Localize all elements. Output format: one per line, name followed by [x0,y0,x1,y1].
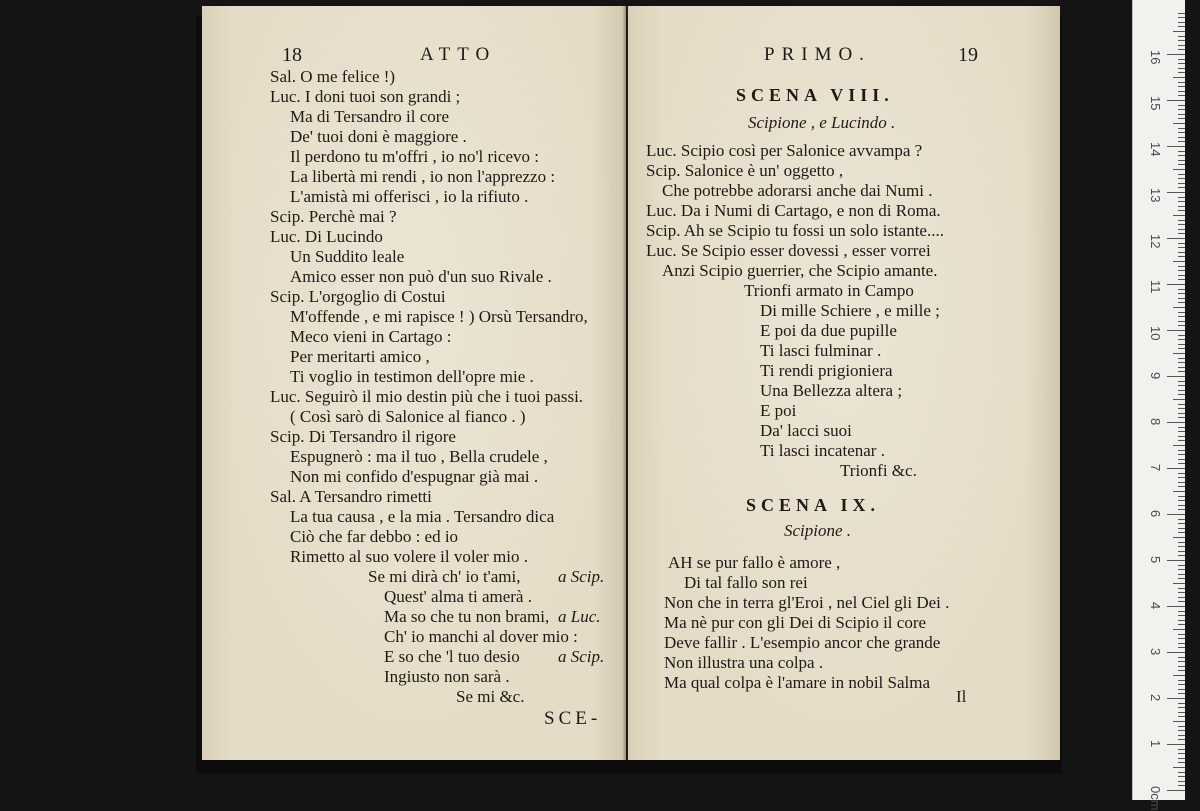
ruler-label: 5 [1148,556,1163,564]
ruler-minor-tick [1178,321,1185,322]
ruler-minor-tick [1178,781,1185,782]
text-line: Luc. Seguirò il mio destin più che i tuoi passi. [270,387,584,406]
ruler-minor-tick [1178,454,1185,455]
ruler-minor-tick [1178,661,1185,662]
ruler-minor-tick [1178,505,1185,506]
ruler-minor-tick [1178,592,1185,593]
ruler-minor-tick [1173,491,1185,492]
ruler-minor-tick [1178,496,1185,497]
text-line: ( Così sarò di Salonice al fianco . ) [290,407,526,426]
ruler-label: 12 [1148,234,1163,249]
ruler-minor-tick [1178,137,1185,138]
ruler-minor-tick [1178,68,1185,69]
ruler-minor-tick [1173,399,1185,400]
text-line: Scip. L'orgoglio di Costui [270,287,446,306]
ruler-minor-tick [1178,390,1185,391]
text-line: Trionfi &c. [840,461,917,480]
ruler-minor-tick [1173,169,1185,170]
ruler-minor-tick [1178,427,1185,428]
ruler-minor-tick [1178,532,1185,533]
ruler-minor-tick [1178,404,1185,405]
text-line: Scip. Perchè mai ? [270,207,397,226]
text-line: Sal. A Tersandro rimetti [270,487,432,506]
text-line: La libertà mi rendi , io non l'apprezzo : [290,167,556,186]
ruler-major-tick [1167,100,1185,101]
ruler-minor-tick [1178,408,1185,409]
page-number-left: 18 [282,44,302,66]
text-line: De' tuoi doni è maggiore . [290,127,467,146]
text-line: Non che in terra gl'Eroi , nel Ciel gli Dei . [664,593,950,612]
ruler-minor-tick [1178,316,1185,317]
ruler-minor-tick [1178,49,1185,50]
catchword-right: Il [956,687,967,706]
ruler-minor-tick [1178,473,1185,474]
ruler-major-tick [1167,698,1185,699]
ruler-minor-tick [1178,477,1185,478]
ruler-label: 16 [1148,50,1163,65]
scene-title: SCENA VIII. [736,85,894,105]
ruler-minor-tick [1178,164,1185,165]
ruler-minor-tick [1178,312,1185,313]
ruler-minor-tick [1178,59,1185,60]
ruler-minor-tick [1178,266,1185,267]
ruler-label: 4 [1148,602,1163,610]
ruler-minor-tick [1178,601,1185,602]
text-line: Non illustra una colpa . [664,653,824,672]
ruler-minor-tick [1178,40,1185,41]
ruler-minor-tick [1173,215,1185,216]
ruler-minor-tick [1178,551,1185,552]
text-line: Ma so che tu non brami, [384,607,550,626]
aside-direction: a Scip. [558,647,605,666]
ruler-minor-tick [1178,703,1185,704]
ruler-minor-tick [1178,160,1185,161]
ruler-minor-tick [1178,201,1185,202]
ruler-minor-tick [1173,261,1185,262]
ruler-minor-tick [1173,721,1185,722]
ruler-minor-tick [1178,528,1185,529]
text-line: Di mille Schiere , e mille ; [760,301,940,320]
ruler-minor-tick [1178,615,1185,616]
ruler-minor-tick [1178,643,1185,644]
ruler-major-tick [1167,192,1185,193]
text-line: E poi [760,401,797,420]
ruler-minor-tick [1178,555,1185,556]
ruler-minor-tick [1178,417,1185,418]
scene-persons: Scipione . [784,521,852,540]
ruler-major-tick [1167,606,1185,607]
text-line: Se mi dirà ch' io t'ami, [368,567,521,586]
text-line: E poi da due pupille [760,321,897,340]
ruler-major-tick [1167,514,1185,515]
ruler-minor-tick [1178,680,1185,681]
ruler-minor-tick [1178,325,1185,326]
text-line: Se mi &c. [456,687,525,706]
ruler-minor-tick [1178,118,1185,119]
ruler-minor-tick [1178,509,1185,510]
ruler-label: 7 [1148,464,1163,472]
text-line: Luc. Scipio così per Salonice avvampa ? [646,141,923,160]
ruler-minor-tick [1173,31,1185,32]
ruler-minor-tick [1178,233,1185,234]
text-line: Scip. Salonice è un' oggetto , [646,161,844,180]
ruler-minor-tick [1178,36,1185,37]
ruler-minor-tick [1178,210,1185,211]
text-line: La tua causa , e la mia . Tersandro dica [290,507,555,526]
text-line: Un Suddito leale [290,247,405,266]
page-number-right: 19 [958,44,978,66]
scene-persons: Scipione , e Lucindo . [748,113,896,132]
text-line: Non mi confido d'espugnar già mai . [290,467,539,486]
ruler-minor-tick [1178,684,1185,685]
ruler-minor-tick [1178,13,1185,14]
left-page [202,6,626,760]
ruler-minor-tick [1178,367,1185,368]
text-line: Luc. Da i Numi di Cartago, e non di Roma. [646,201,941,220]
ruler-minor-tick [1178,381,1185,382]
ruler-label: 10 [1148,326,1163,341]
ruler-minor-tick [1178,17,1185,18]
text-line: E so che 'l tuo desio [384,647,520,666]
text-line: Trionfi armato in Campo [744,281,914,300]
ruler-minor-tick [1178,128,1185,129]
ruler-minor-tick [1173,629,1185,630]
ruler-minor-tick [1178,772,1185,773]
ruler-minor-tick [1178,183,1185,184]
ruler-minor-tick [1178,252,1185,253]
ruler-minor-tick [1178,440,1185,441]
ruler-minor-tick [1173,767,1185,768]
ruler-minor-tick [1178,689,1185,690]
ruler-minor-tick [1178,243,1185,244]
ruler-minor-tick [1178,385,1185,386]
ruler-minor-tick [1178,132,1185,133]
ruler-minor-tick [1178,716,1185,717]
text-line: Ti voglio in testimon dell'opre mie . [290,367,534,386]
ruler-minor-tick [1178,749,1185,750]
ruler-minor-tick [1178,486,1185,487]
ruler-label: 15 [1148,96,1163,111]
ruler-minor-tick [1178,339,1185,340]
ruler-label: 6 [1148,510,1163,518]
text-line: Ti lasci incatenar . [760,441,885,460]
ruler-minor-tick [1178,394,1185,395]
right-page [628,6,1060,760]
ruler-major-tick [1167,790,1185,791]
ruler-minor-tick [1178,666,1185,667]
ruler-minor-tick [1178,730,1185,731]
ruler-minor-tick [1178,638,1185,639]
text-line: Sal. O me felice !) [270,67,396,86]
ruler-minor-tick [1178,174,1185,175]
running-head-left: ATTO [420,44,497,65]
aside-direction: a Luc. [558,607,601,626]
ruler-minor-tick [1178,155,1185,156]
text-line: Ma di Tersandro il core [290,107,450,126]
ruler-major-tick [1167,54,1185,55]
text-line: Ma nè pur con gli Dei di Scipio il core [664,613,927,632]
ruler-minor-tick [1178,26,1185,27]
ruler-major-tick [1167,744,1185,745]
ruler-minor-tick [1178,762,1185,763]
ruler-minor-tick [1178,279,1185,280]
text-line: Da' lacci suoi [760,421,852,440]
ruler-minor-tick [1173,353,1185,354]
text-line: Anzi Scipio guerrier, che Scipio amante. [662,261,938,280]
text-line: Per meritarti amico , [290,347,430,366]
ruler-minor-tick [1178,519,1185,520]
ruler-minor-tick [1178,785,1185,786]
ruler-minor-tick [1178,109,1185,110]
ruler-minor-tick [1178,86,1185,87]
ruler-minor-tick [1178,72,1185,73]
ruler-minor-tick [1178,634,1185,635]
ruler-minor-tick [1178,597,1185,598]
ruler-major-tick [1167,330,1185,331]
aside-direction: a Scip. [558,567,605,586]
ruler-minor-tick [1178,523,1185,524]
ruler-label: 1 [1148,740,1163,748]
ruler-minor-tick [1178,450,1185,451]
ruler-minor-tick [1178,335,1185,336]
ruler-minor-tick [1178,362,1185,363]
ruler-minor-tick [1178,247,1185,248]
ruler-minor-tick [1178,298,1185,299]
ruler-major-tick [1167,422,1185,423]
text-line: Amico esser non può d'un suo Rivale . [290,267,552,286]
ruler-minor-tick [1178,293,1185,294]
ruler-minor-tick [1178,739,1185,740]
text-line: Meco vieni in Cartago : [290,327,452,346]
ruler-major-tick [1167,284,1185,285]
ruler-minor-tick [1178,270,1185,271]
ruler-minor-tick [1178,482,1185,483]
text-line: Di tal fallo son rei [684,573,808,592]
ruler-major-tick [1167,238,1185,239]
text-line: Una Bellezza altera ; [760,381,903,400]
ruler-minor-tick [1178,151,1185,152]
scene-title: SCENA IX. [746,495,881,515]
ruler-minor-tick [1178,624,1185,625]
ruler-major-tick [1167,652,1185,653]
text-line: M'offende , e mi rapisce ! ) Orsù Tersandro, [290,307,588,326]
ruler-minor-tick [1178,197,1185,198]
ruler-minor-tick [1178,758,1185,759]
ruler-minor-tick [1178,178,1185,179]
ruler-minor-tick [1178,588,1185,589]
text-line: Deve fallir . L'esempio ancor che grande [664,633,941,652]
ruler-minor-tick [1178,647,1185,648]
ruler-minor-tick [1178,565,1185,566]
ruler-minor-tick [1178,735,1185,736]
ruler-label: 2 [1148,694,1163,702]
text-line: Che potrebbe adorarsi anche dai Numi . [662,181,933,200]
ruler-label: 13 [1148,188,1163,203]
ruler-minor-tick [1173,537,1185,538]
ruler-label: 14 [1148,142,1163,157]
ruler-major-tick [1167,146,1185,147]
ruler-label: 3 [1148,648,1163,656]
ruler-minor-tick [1178,542,1185,543]
ruler-label: 9 [1148,372,1163,380]
text-line: Luc. Di Lucindo [270,227,383,246]
text-line: AH se pur fallo è amore , [668,553,841,572]
ruler-minor-tick [1173,675,1185,676]
ruler-minor-tick [1178,500,1185,501]
text-line: Luc. Se Scipio esser dovessi , esser vorrei [646,241,931,260]
ruler-minor-tick [1173,445,1185,446]
ruler-minor-tick [1178,670,1185,671]
text-line: Ma qual colpa è l'amare in nobil Salma [664,673,931,692]
ruler-minor-tick [1178,578,1185,579]
ruler-minor-tick [1178,95,1185,96]
ruler-minor-tick [1178,358,1185,359]
ruler-minor-tick [1178,114,1185,115]
ruler-minor-tick [1178,187,1185,188]
running-head-right: PRIMO. [764,44,871,65]
text-line: Rimetto al suo volere il voler mio . [290,547,528,566]
ruler-minor-tick [1178,344,1185,345]
measurement-ruler [1132,0,1185,811]
ruler-minor-tick [1178,574,1185,575]
ruler-minor-tick [1173,123,1185,124]
text-line: Scip. Di Tersandro il rigore [270,427,456,446]
ruler-minor-tick [1178,220,1185,221]
ruler-minor-tick [1178,611,1185,612]
ruler-minor-tick [1173,583,1185,584]
ruler-minor-tick [1173,307,1185,308]
ruler-minor-tick [1178,371,1185,372]
ruler-minor-tick [1178,82,1185,83]
ruler-minor-tick [1178,712,1185,713]
ruler-label: 11 [1148,280,1163,294]
ruler-label: 8 [1148,418,1163,426]
ruler-minor-tick [1178,776,1185,777]
text-line: Ciò che far debbo : ed io [290,527,459,546]
text-line: Espugnerò : ma il tuo , Bella crudele , [290,447,548,466]
ruler-minor-tick [1178,206,1185,207]
ruler-minor-tick [1178,707,1185,708]
ruler-minor-tick [1178,63,1185,64]
ruler-minor-tick [1178,289,1185,290]
ruler-major-tick [1167,376,1185,377]
text-line: Quest' alma ti amerà . [384,587,532,606]
ruler-minor-tick [1178,753,1185,754]
ruler-minor-tick [1178,620,1185,621]
ruler-major-tick [1167,468,1185,469]
ruler-minor-tick [1178,141,1185,142]
text-line: Ti lasci fulminar . [760,341,882,360]
ruler-minor-tick [1178,413,1185,414]
ruler-minor-tick [1178,431,1185,432]
ruler-minor-tick [1178,657,1185,658]
ruler-minor-tick [1178,275,1185,276]
text-line: Ti rendi prigioniera [760,361,893,380]
ruler-minor-tick [1178,436,1185,437]
ruler-minor-tick [1178,45,1185,46]
ruler-minor-tick [1178,302,1185,303]
text-line: Luc. I doni tuoi son grandi ; [270,87,461,106]
text-line: L'amistà mi offerisci , io la rifiuto . [290,187,529,206]
ruler-minor-tick [1178,256,1185,257]
ruler-minor-tick [1178,224,1185,225]
ruler-minor-tick [1178,22,1185,23]
ruler-minor-tick [1178,726,1185,727]
text-line: Il perdono tu m'offri , io no'l ricevo : [290,147,539,166]
ruler-minor-tick [1178,91,1185,92]
ruler-minor-tick [1178,348,1185,349]
ruler-label: 0cm [1148,786,1163,811]
ruler-major-tick [1167,560,1185,561]
text-line: Ingiusto non sarà . [384,667,510,686]
ruler-minor-tick [1178,463,1185,464]
catchword-left: SCE- [544,708,602,729]
ruler-minor-tick [1178,693,1185,694]
ruler-minor-tick [1178,546,1185,547]
ruler-minor-tick [1178,105,1185,106]
ruler-minor-tick [1173,77,1185,78]
text-line: Scip. Ah se Scipio tu fossi un solo istante.... [646,221,944,240]
ruler-minor-tick [1178,229,1185,230]
ruler-minor-tick [1178,569,1185,570]
ruler-minor-tick [1178,459,1185,460]
text-line: Ch' io manchi al dover mio : [384,627,578,646]
